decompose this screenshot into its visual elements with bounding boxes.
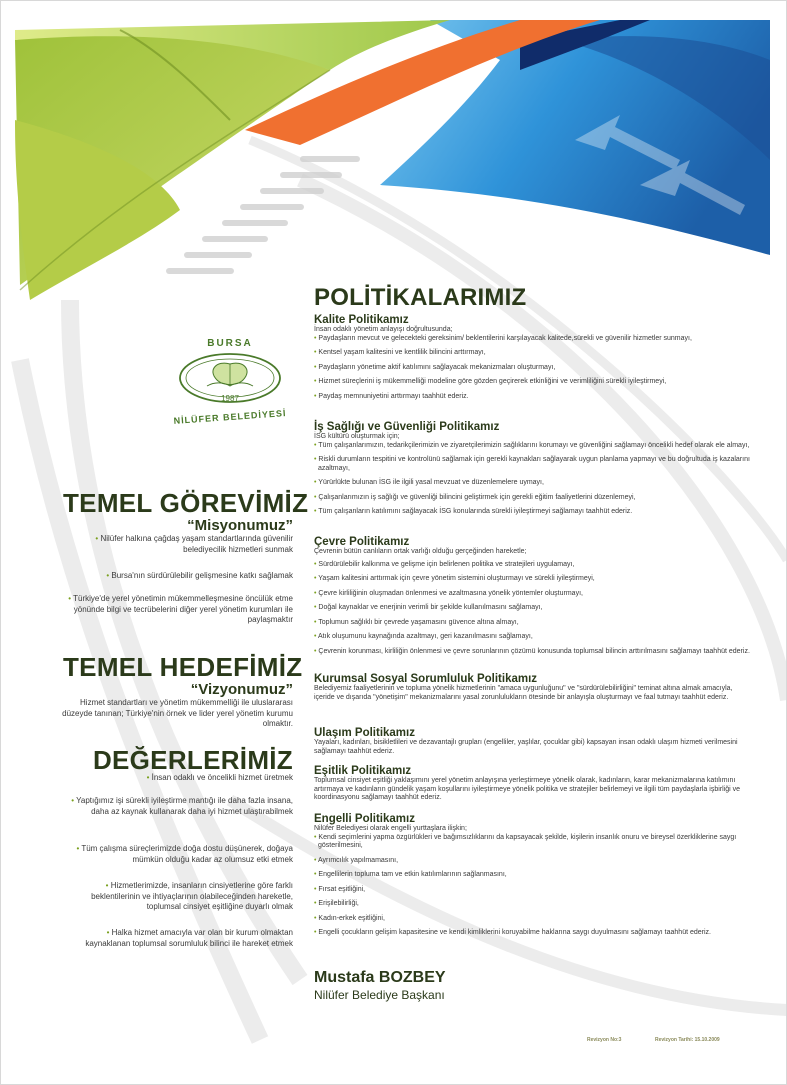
logo-top-text: BURSA — [207, 338, 253, 349]
policy-item: • Hizmet süreçlerini iş mükemmelliği modeline göre gözden geçirerek etkinliğini ve verimliliğini sürekli iyileştirmeyi, — [314, 378, 667, 385]
section-text: Yayaları, kadınları, bisikletlileri ve dezavantajlı grupları (engelliler, yaşlılar, çocuklar gibi) kapsayan insan odaklı ulaşım hizmeti verilmesini sağlamayı taahhüt ederiz. — [314, 739, 738, 755]
section-intro: Nilüfer Belediyesi olarak engelli yurttaşlara ilişkin; — [314, 825, 467, 832]
section-title: Çevre Politikamız — [314, 536, 410, 548]
safety-policy-section — [314, 421, 754, 517]
policy-item: • Çalışanlarımızın iş sağlığı ve güvenliği bilincini geliştirmek için gerekli eğitim faaliyetlerini düzenlemeyi, — [314, 493, 636, 501]
policy-item: • Paydaşların mevcut ve gelecekteki gereksinim/ beklentilerini karşılayacak kalitede,sürekli ve güvenilir hizmetler sunmayı, — [314, 334, 692, 342]
policy-item: • Paydaş memnuniyetini arttırmayı taahhüt ederiz. — [314, 392, 469, 400]
social-responsibility-section — [314, 673, 754, 702]
policy-item: • Toplumun sağlıklı bir çevrede yaşamasını güvence altına almayı, — [314, 618, 519, 626]
policy-item: • Çevre kirliliğinin oluşmadan önlenmesi ve azaltmasına yönelik yöntemler oluşturmayı, — [314, 589, 583, 597]
vision-block — [63, 652, 303, 698]
section-text: Belediyemiz faaliyetlerinin ve topluma yönelik hizmetlerinin "amaca uygunluğunu" ve "sürdürülebilirliğini" teminat altına almak amacıyla, içeride ve dışarıda "yönetişim" mekanizmalarını yasal zorunlulukların ötesinde bir anlayışla oluşturmayı ve faal tutmayı taahhüt ederiz. — [314, 685, 733, 701]
section-title: Ulaşım Politikamız — [314, 727, 415, 739]
policy-item: • Engellilerin topluma tam ve etkin katılımlarının sağlanmasını, — [314, 871, 507, 878]
disability-policy-section — [314, 813, 754, 938]
mission-item: • Bursa'nın sürdürülebilir gelişmesine katkı sağlamak — [106, 571, 293, 580]
mission-item: • Nilüfer halkına çağdaş yaşam standartlarında güvenilir belediyecilik hizmetleri sunmak — [95, 534, 293, 554]
section-text: Toplumsal cinsiyet eşitliği yaklaşımını yerel yönetim anlayışına yerleştirmeye yönelik olarak, kadınların, karar mekanizmalarına katılımını artırmaya ve kadınların gündelik yaşam koşullarını iyileştirmeye yönelik politika ve stratejiler belirlemeyi ve ilgili tüm paydaşlarla işbirliği ve koordinasyonu sağlamayı taahhüt ederiz. — [314, 777, 741, 801]
policy-item: • Fırsat eşitliğini, — [314, 885, 366, 893]
section-title: Eşitlik Politikamız — [314, 765, 412, 777]
mission-item: • Türkiye'de yerel yönetimin mükemmelleşmesine öncülük etme yönünde bilgi ve tecrübelerini diğer yerel yönetim kurumları ile paylaşmaktır — [68, 594, 293, 624]
policy-item: • Engelli çocukların gelişim kapasitesine ve kendi kimliklerini koruyabilme haklarına saygı duyulmasını sağlamayı taahhüt ederiz. — [314, 929, 711, 936]
section-intro: İSG kültürü oluşturmak için; — [314, 433, 400, 440]
policy-item: • Kadın-erkek eşitliğini, — [314, 914, 385, 922]
values-item: • Halka hizmet amacıyla var olan bir kurum olmaktan kaynaklanan toplumsal sorumluluk bilinci ile hareket etmek — [85, 928, 293, 948]
mission-title: TEMEL GÖREVİMİZ — [63, 488, 309, 518]
policy-item: • Kendi seçimlerini yapma özgürlükleri ve bağımsızlıklarını da kapsayacak şekilde, kişilerin insanlık onuru ve bireysel özerkliklerine saygı gösterilmesini, — [314, 833, 737, 849]
transport-policy-section — [314, 727, 754, 756]
values-item: • İnsan odaklı ve öncelikli hizmet üretmek — [146, 773, 293, 782]
policy-item: • Sürdürülebilir kalkınma ve gelişme için belirlenen politika ve stratejileri uygulamayı, — [314, 560, 575, 568]
values-title: DEĞERLERİMİZ — [92, 745, 293, 775]
signature-block — [314, 969, 446, 1002]
values-item: • Tüm çalışma süreçlerimizde doğa dostu düşünerek, doğaya mümkün olduğu kadar az olumsuz etki etmek — [76, 844, 293, 864]
quality-policy-section — [314, 314, 754, 401]
policy-item: • Yürürlükte bulunan İSG ile ilgili yasal mevzuat ve düzenlemelere uymayı, — [314, 479, 544, 486]
section-intro: Çevrenin bütün canlıların ortak varlığı olduğu gerçeğinden hareketle; — [314, 548, 527, 555]
section-title: Engelli Politikamız — [314, 813, 415, 825]
policy-item: • Yaşam kalitesini arttırmak için çevre yönetim sistemini oluşturmayı ve sürekli iyileştirmeyi, — [314, 575, 595, 582]
mission-subtitle: “Misyonumuz” — [187, 517, 293, 534]
policy-item: • Riskli durumların tespitini ve kontrolünü sağlamak için gerekli kaynakları sağlayarak uygun planlama yapmayı ve bu doğrultuda iş kazalarını azaltmayı, — [314, 456, 750, 472]
revision-number: Revizyon No:3 — [587, 1037, 622, 1043]
policy-item: • Doğal kaynaklar ve enerjinin verimli bir şekilde kullanılmasını sağlamayı, — [314, 604, 543, 611]
environment-policy-section — [314, 536, 754, 656]
signer-name: Mustafa BOZBEY — [314, 969, 446, 986]
values-item: • Hizmetlerimizde, insanların cinsiyetlerine göre farklı beklentilerinin ve ihtiyaçlarının olabileceğinden hareketle, toplumsal cinsiyet eşitliğine duyarlı olmak — [91, 881, 293, 911]
section-title: İş Sağlığı ve Güvenliği Politikamız — [314, 421, 500, 433]
revision-date: Revizyon Tarihi: 15.10.2009 — [655, 1037, 720, 1043]
municipality-logo — [165, 338, 295, 443]
section-intro: İnsan odaklı yönetim anlayışı doğrultusunda; — [314, 326, 453, 333]
vision-text: Hizmet standartları ve yönetim mükemmelliği ile uluslararası düzeyde tanınan; Türkiye'nin örnek ve lider yerel yönetim kurumu olmaktır. — [62, 698, 293, 728]
signer-role: Nilüfer Belediye Başkanı — [314, 988, 445, 1002]
equality-policy-section — [314, 765, 754, 803]
vision-subtitle: “Vizyonumuz” — [190, 681, 293, 698]
section-title: Kalite Politikamız — [314, 314, 409, 326]
logo-year: 1987 — [221, 394, 239, 403]
policy-item: • Tüm çalışanların katılımını sağlayacak İSG konularında sürekli iyileştirmeyi sağlamayı taahhüt ederiz. — [314, 508, 633, 515]
section-title: Kurumsal Sosyal Sorumluluk Politikamız — [314, 673, 538, 685]
policy-item: • Tüm çalışanlarımızın, tedarikçilerimizin ve ziyaretçilerimizin sağlıklarını korumayı ve güvenliğini sağlamayı öncelikli hedef olarak ele almayı, — [314, 441, 750, 449]
values-item: • Yaptığımız işi sürekli iyileştirme mantığı ile daha fazla insana, daha az kaynak kullanarak daha iyi hizmet ulaştırabilmek — [71, 796, 293, 816]
mission-block — [63, 488, 309, 534]
policy-item: • Paydaşların yönetime aktif katılımını sağlayacak mekanizmaları oluşturmayı, — [314, 363, 556, 371]
policy-item: • Ayrımcılık yapılmamasını, — [314, 856, 399, 864]
logo-bottom-text: NİLÜFER BELEDİYESİ — [173, 408, 287, 426]
page-title: POLİTİKALARIMIZ — [314, 284, 527, 311]
values-block — [63, 746, 293, 774]
policy-item: • Çevrenin korunması, kirliliğin önlenmesi ve çevre sorunlarının çözümü konusunda toplumsal bilincin arttırılmasını sağlamayı taahhüt ederiz. — [314, 647, 750, 655]
policy-item: • Erişilebilirliği, — [314, 900, 359, 907]
vision-title: TEMEL HEDEFİMİZ — [63, 652, 303, 682]
policy-item: • Atık oluşumunu kaynağında azaltmayı, geri kazanılmasını sağlamayı, — [314, 633, 533, 640]
policy-item: • Kentsel yaşam kalitesini ve kentlilik bilincini arttırmayı, — [314, 349, 486, 356]
